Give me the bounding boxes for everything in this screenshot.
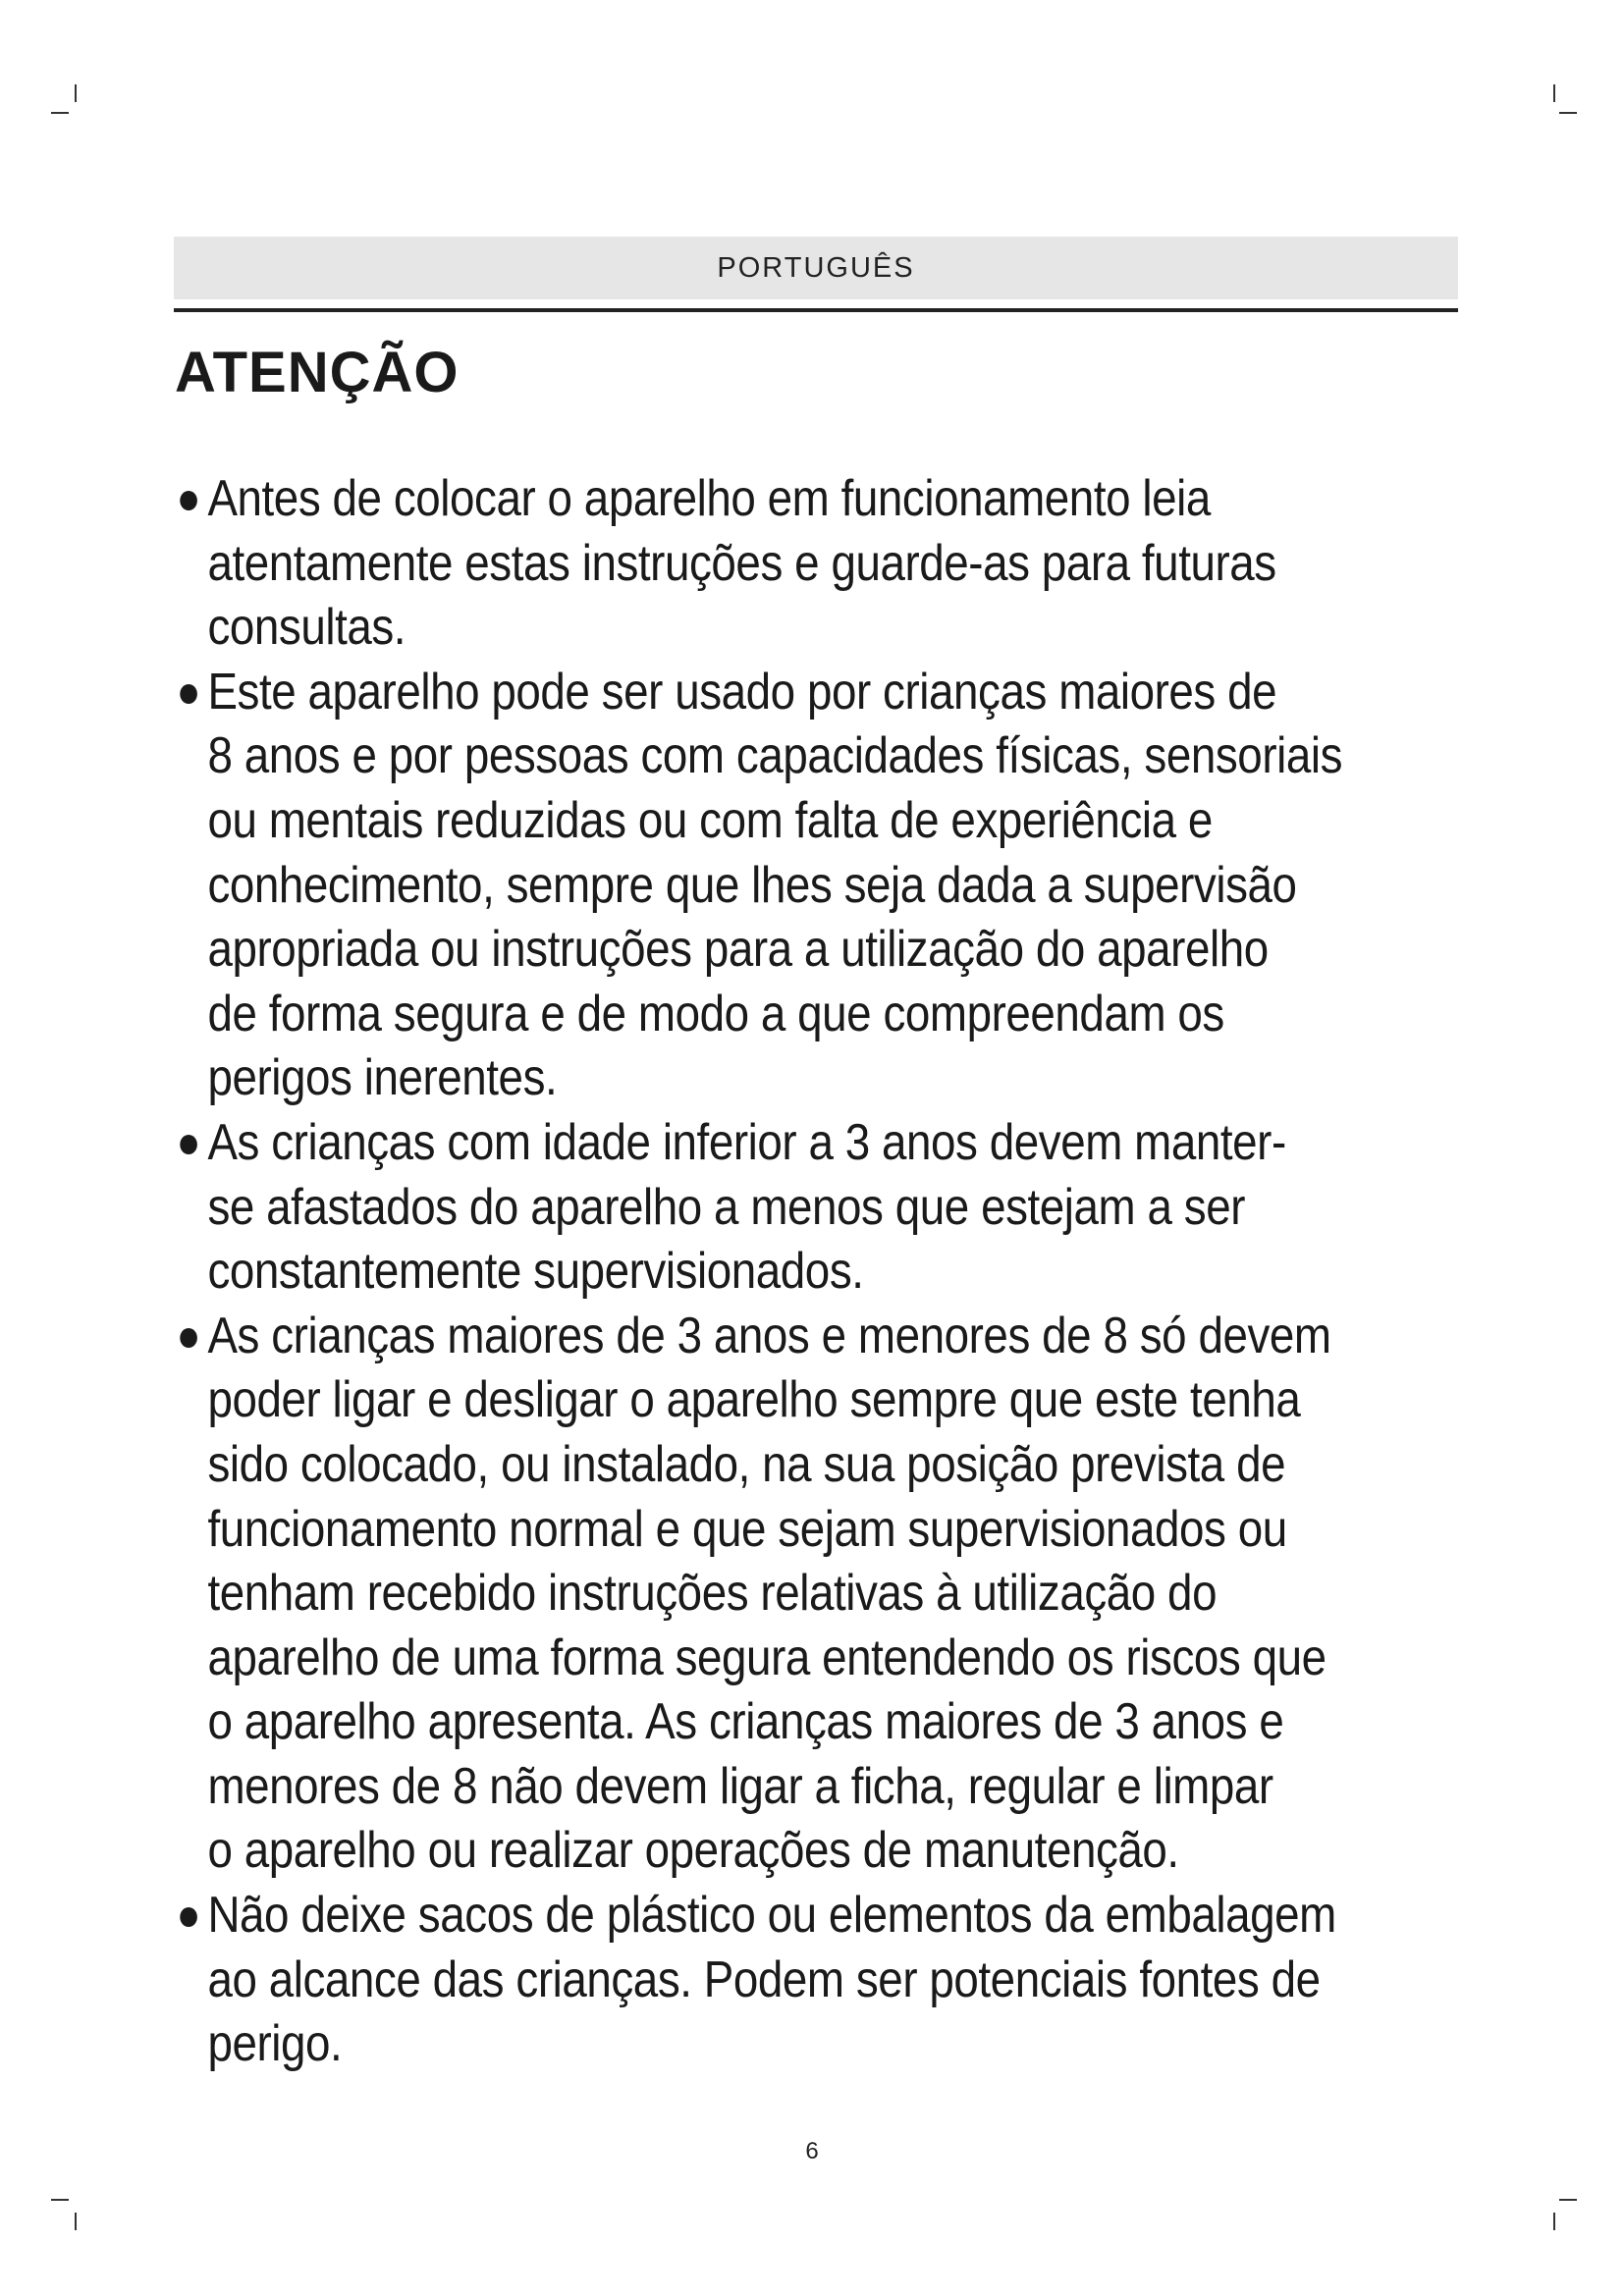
bullet-icon <box>180 1135 197 1154</box>
crop-mark-top-right-v <box>1553 84 1555 102</box>
warning-line: ou mentais reduzidas ou com falta de experiência e <box>207 791 1213 849</box>
warning-line: Este aparelho pode ser usado por crianças maiores de <box>207 663 1277 721</box>
warning-list <box>175 467 1481 2077</box>
warning-line: Antes de colocar o aparelho em funcionamento leia <box>207 470 1211 527</box>
warning-line: apropriada ou instruções para a utilização do aparelho <box>207 921 1269 979</box>
warning-item <box>175 661 1513 1111</box>
warning-line: tenham recebido instruções relativas à utilização do <box>207 1565 1218 1623</box>
warning-line: atentamente estas instruções e guarde-as para futuras <box>207 534 1276 592</box>
warning-line: As crianças maiores de 3 anos e menores de 8 só devem <box>207 1307 1331 1364</box>
page-number: 6 <box>805 2138 819 2164</box>
warning-line: sido colocado, ou instalado, na sua posição prevista de <box>207 1435 1286 1493</box>
bullet-icon <box>180 1907 197 1927</box>
warning-line: constantemente supervisionados. <box>207 1243 864 1301</box>
crop-mark-top-left-h <box>51 112 69 114</box>
warning-line: o aparelho apresenta. As crianças maiores de 3 anos e <box>207 1693 1284 1751</box>
warning-line: Não deixe sacos de plástico ou elementos da embalagem <box>207 1887 1336 1945</box>
bullet-icon <box>180 684 197 704</box>
crop-mark-top-right-h <box>1559 112 1577 114</box>
warning-line: menores de 8 não devem ligar a ficha, regular e limpar <box>207 1757 1273 1815</box>
header-rule <box>174 308 1458 312</box>
crop-mark-bottom-left-h <box>51 2199 69 2201</box>
warning-line: se afastados do aparelho a menos que estejam a ser <box>207 1178 1246 1236</box>
warning-item <box>175 1111 1513 1305</box>
warning-line: perigos inerentes. <box>207 1049 558 1107</box>
language-header <box>174 237 1458 299</box>
language-label: PORTUGUÊS <box>717 251 915 284</box>
crop-mark-bottom-right-h <box>1559 2199 1577 2201</box>
warning-line: consultas. <box>207 599 406 657</box>
bullet-icon <box>180 1328 197 1348</box>
bullet-icon <box>180 491 197 510</box>
crop-mark-bottom-right-v <box>1553 2213 1555 2230</box>
crop-mark-top-left-v <box>75 84 77 102</box>
warning-item <box>175 1884 1513 2077</box>
warning-line: funcionamento normal e que sejam supervisionados ou <box>207 1500 1287 1558</box>
warning-line: 8 anos e por pessoas com capacidades físicas, sensoriais <box>207 727 1343 785</box>
warning-line: As crianças com idade inferior a 3 anos devem manter- <box>207 1113 1286 1171</box>
crop-mark-bottom-left-v <box>75 2213 77 2230</box>
warning-line: de forma segura e de modo a que compreendam os <box>207 985 1224 1042</box>
warning-line: conhecimento, sempre que lhes seja dada a supervisão <box>207 856 1297 914</box>
warning-item <box>175 467 1513 661</box>
warning-line: perigo. <box>207 2015 343 2073</box>
section-title: ATENÇÃO <box>175 341 460 404</box>
warning-item <box>175 1305 1513 1884</box>
warning-line: o aparelho ou realizar operações de manutenção. <box>207 1822 1179 1880</box>
warning-line: aparelho de uma forma segura entendendo os riscos que <box>207 1629 1326 1686</box>
warning-line: poder ligar e desligar o aparelho sempre que este tenha <box>207 1371 1301 1429</box>
warning-line: ao alcance das crianças. Podem ser potenciais fontes de <box>207 1950 1321 2008</box>
